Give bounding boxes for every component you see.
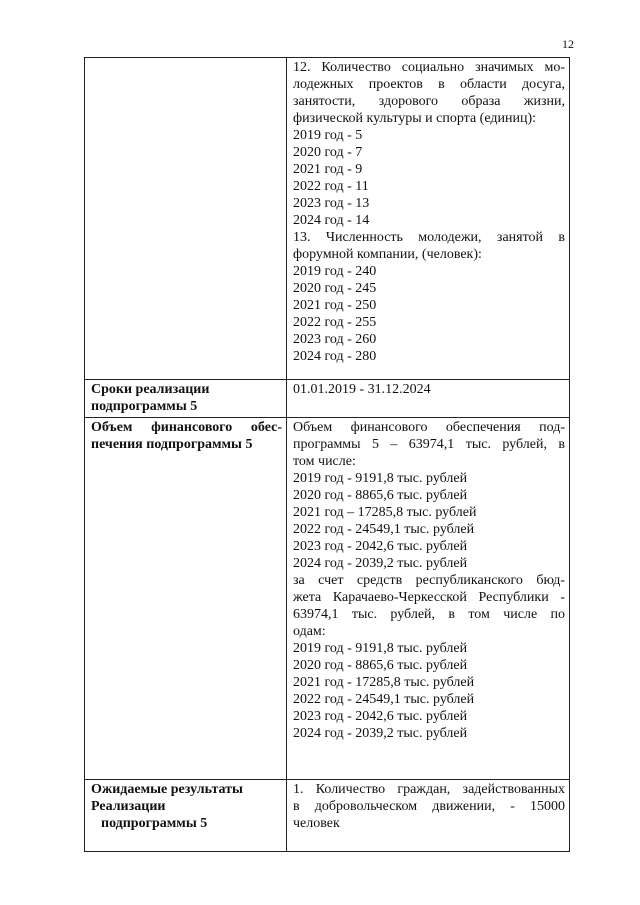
value-line: 1. Количество граждан, задействованных	[293, 782, 565, 797]
row-value-financing	[287, 418, 570, 780]
value-line: 12. Количество социально значимых мо-	[293, 60, 565, 75]
row-label-term	[85, 380, 287, 418]
passport-table	[84, 57, 570, 852]
value-line: 2021 год - 9	[293, 162, 363, 177]
value-line: 2019 год - 9191,8 тыс. рублей	[293, 471, 468, 486]
value-line: 13. Численность молодежи, занятой в	[293, 230, 565, 245]
value-line: 2024 год - 2039,2 тыс. рублей	[293, 726, 468, 741]
value-line: 2020 год - 8865,6 тыс. рублей	[293, 488, 468, 503]
value-line: Объем финансового обеспечения под-	[293, 420, 565, 435]
value-line: 2022 год - 24549,1 тыс. рублей	[293, 522, 475, 537]
value-line: форумной компании, (человек):	[293, 247, 482, 262]
value-line: 2024 год - 14	[293, 213, 370, 228]
value-line: 2020 год - 7	[293, 145, 363, 160]
table-row	[85, 58, 570, 380]
value-line: 2023 год - 2042,6 тыс. рублей	[293, 539, 468, 554]
value-line: 01.01.2019 - 31.12.2024	[293, 382, 431, 397]
value-line: 2023 год - 2042,6 тыс. рублей	[293, 709, 468, 724]
value-line: 2021 год - 17285,8 тыс. рублей	[293, 675, 475, 690]
value-line: программы 5 – 63974,1 тыс. рублей, в	[293, 437, 565, 452]
value-line: занятости, здорового образа жизни,	[293, 94, 565, 109]
value-line: 2024 год - 2039,2 тыс. рублей	[293, 556, 468, 571]
value-line: 2022 год - 255	[293, 315, 377, 330]
value-line: одам:	[293, 624, 326, 639]
value-line: 2023 год - 13	[293, 196, 370, 211]
value-line: 2023 год - 260	[293, 332, 377, 347]
row-value-indicators	[287, 58, 570, 380]
label-line: подпрограммы 5	[91, 399, 198, 414]
row-label-results	[85, 780, 287, 852]
value-line: 2019 год - 5	[293, 128, 363, 143]
label-line: подпрограммы 5	[101, 816, 208, 831]
value-line: физической культуры и спорта (единиц):	[293, 111, 537, 126]
page-number: 12	[562, 37, 574, 51]
value-line: человек	[293, 816, 340, 831]
value-line: 2020 год - 245	[293, 281, 377, 296]
row-value-results	[287, 780, 570, 852]
label-line: Реализации	[91, 799, 166, 814]
value-line: том числе:	[293, 454, 356, 469]
label-line: Сроки реализации	[91, 382, 210, 397]
value-line: жета Карачаево-Черкесской Республики -	[293, 590, 565, 605]
label-line: печения подпрограммы 5	[91, 437, 253, 452]
value-line: 2021 год - 250	[293, 298, 377, 313]
value-line: 2022 год - 24549,1 тыс. рублей	[293, 692, 475, 707]
table-row	[85, 780, 570, 852]
value-line: 2020 год - 8865,6 тыс. рублей	[293, 658, 468, 673]
value-line: в добровольческом движении, - 15000	[293, 799, 565, 814]
value-line: 2019 год - 240	[293, 264, 377, 279]
row-label-empty	[85, 58, 287, 380]
value-line: 2021 год – 17285,8 тыс. рублей	[293, 505, 477, 520]
table-row	[85, 418, 570, 780]
label-line: Объем финансового обес-	[91, 420, 282, 435]
row-label-financing	[85, 418, 287, 780]
row-value-term	[287, 380, 570, 418]
value-line: лодежных проектов в области досуга,	[293, 77, 565, 92]
value-line: 2022 год - 11	[293, 179, 369, 194]
table-row	[85, 380, 570, 418]
value-line: 2024 год - 280	[293, 349, 377, 364]
value-line: за счет средств республиканского бюд-	[293, 573, 565, 588]
label-line: Ожидаемые результаты	[91, 782, 243, 797]
value-line: 2019 год - 9191,8 тыс. рублей	[293, 641, 468, 656]
value-line: 63974,1 тыс. рублей, в том числе по	[293, 607, 565, 622]
